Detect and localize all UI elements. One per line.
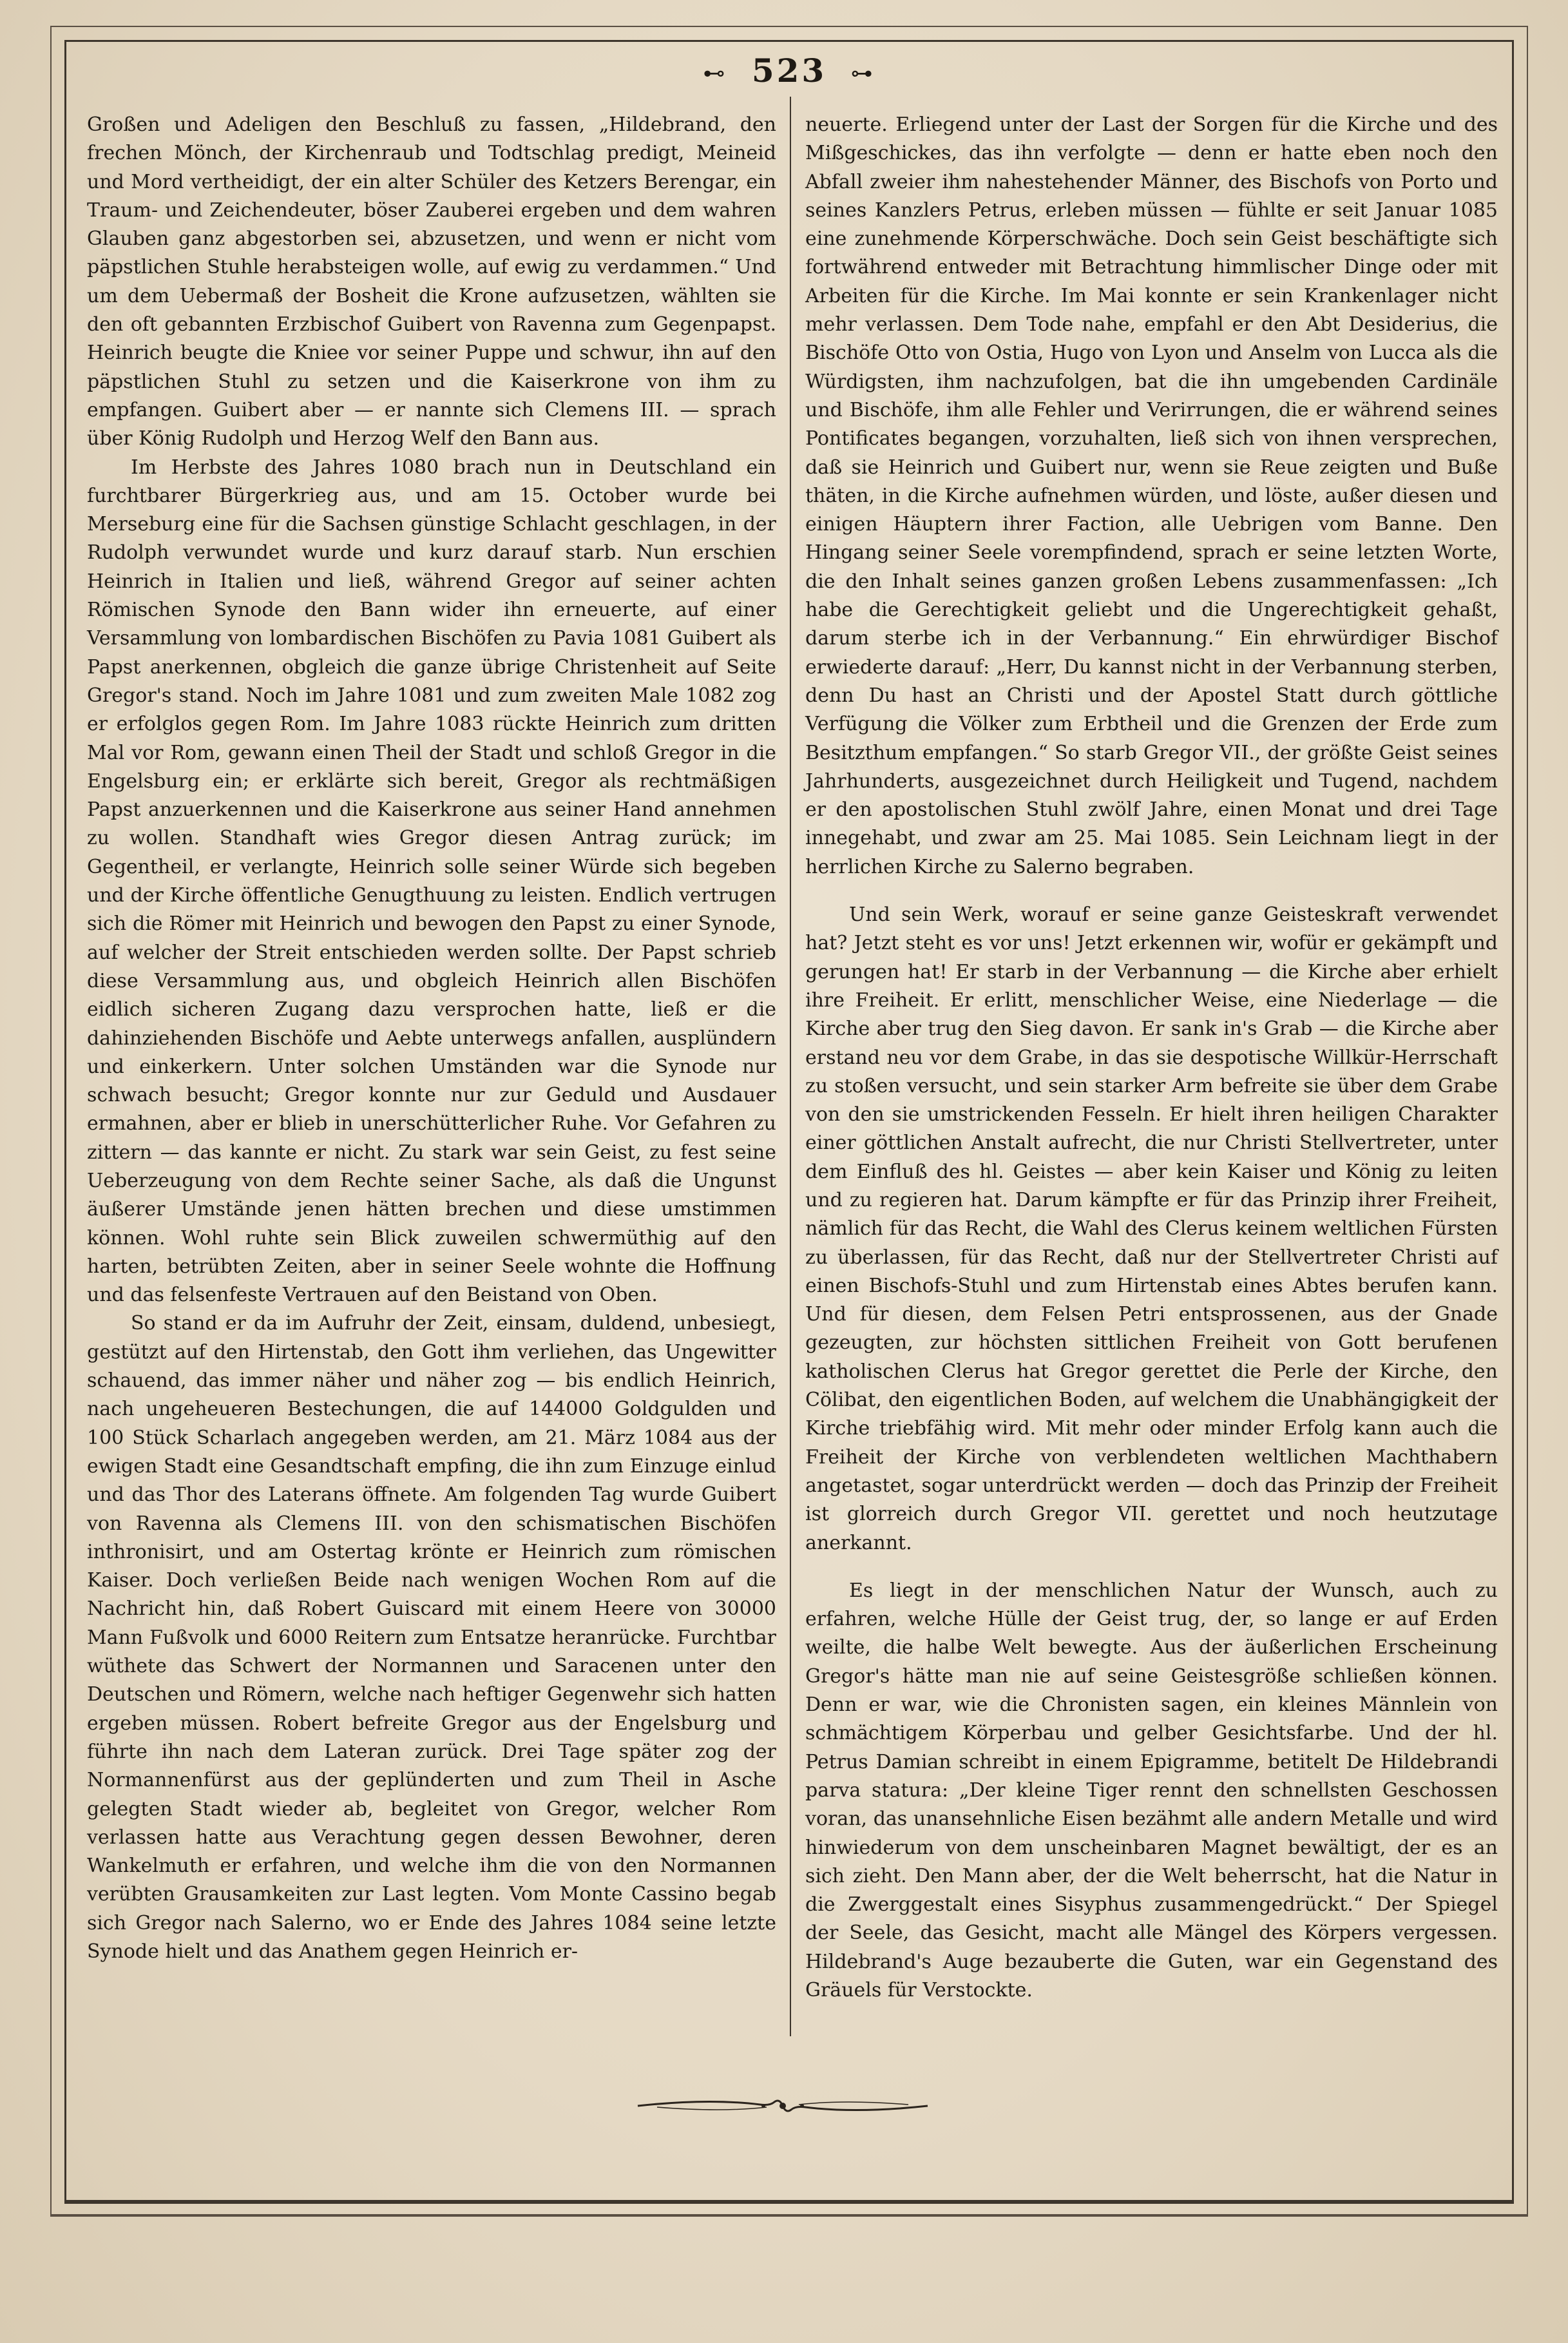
- right-paragraph-2: Und sein Werk, worauf er seine ganze Geisteskraft verwendet hat? Jetzt steht es vor uns! Jetzt erkennen wir, wofür er gekämpft und gerungen hat! Er starb in der Verbannung — die Kirche aber erhielt ihre Freiheit. Er erlitt, menschlicher Weise, eine Niederlage — die Kirche aber trug den Sieg davon. Er sank in's Grab — die Kirche aber erstand neu vor dem Grabe, in das sie despotische Willkür-Herrschaft zu stoßen versucht, und sein starker Arm befreite sie über dem Grabe von den sie umstrickenden Fesseln. Er hielt ihren heiligen Charakter einer göttlichen Anstalt aufrecht, die nur Christi Stellvertreter, unter dem Einfluß des hl. Geistes — aber kein Kaiser und König zu leiten und zu regieren hat. Darum kämpfte er für das Prinzip ihrer Freiheit, nämlich für das Recht, die Wahl des Clerus keinem weltlichen Fürsten zu überlassen, für das Recht, daß nur der Stellvertreter Christi auf einen Bischofs-Stuhl und zum Hirtenstab eines Abtes berufen kann. Und für diesen, dem Felsen Petri entsprossenen, aus der Gnade gezeugten, zur höchsten sittlichen Freiheit von Gott berufenen katholischen Clerus hat Gregor gerettet die Perle der Kirche, den Cölibat, den eigentlichen Boden, auf welchem die Unabhängigkeit der Kirche triebfähig wird. Mit mehr oder minder Erfolg kann auch die Freiheit der Kirche von verblendeten weltlichen Machthabern angetastet, sogar unterdrückt werden — doch das Prinzip der Freiheit ist glorreich durch Gregor VII. gerettet und noch heutzutage anerkannt.: [805, 903, 1498, 1554]
- bottom-rule-outer: [50, 2214, 1528, 2215]
- page-number: 523: [751, 52, 827, 90]
- page-header: [64, 52, 1514, 97]
- column-divider: [790, 97, 791, 2036]
- left-paragraph-2: Im Herbste des Jahres 1080 brach nun in Deutschland ein furchtbarer Bürgerkrieg aus, und am 15. October wurde bei Merseburg eine für die Sachsen günstige Schlacht geschlagen, in der Rudolph verwundet wurde und kurz darauf starb. Nun erschien Heinrich in Italien und ließ, während Gregor auf seiner achten Römischen Synode den Bann wider ihn erneuerte, auf einer Versammlung von lombardischen Bischöfen zu Pavia 1081 Guibert als Papst anerkennen, obgleich die ganze übrige Christenheit auf Seite Gregor's stand. Noch im Jahre 1081 und zum zweiten Male 1082 zog er erfolglos gegen Rom. Im Jahre 1083 rückte Heinrich zum dritten Mal vor Rom, gewann einen Theil der Stadt und schloß Gregor in die Engelsburg ein; er erklärte sich bereit, Gregor als rechtmäßigen Papst anzuerkennen und die Kaiserkrone aus seiner Hand annehmen zu wollen. Standhaft wies Gregor diesen Antrag zurück; im Gegentheil, er verlangte, Heinrich solle seiner Würde sich begeben und der Kirche öffentliche Genugthuung zu leisten. Endlich vertrugen sich die Römer mit Heinrich und bewogen den Papst zu einer Synode, auf welcher der Streit entschieden werden sollte. Der Papst schrieb diese Versammlung aus, und obgleich Heinrich allen Bischöfen eidlich sicheren Zugang dazu versprochen hatte, ließ er die dahinziehenden Bischöfe und Aebte unterwegs anfallen, ausplündern und einkerkern. Unter solchen Umständen war die Synode nur schwach besucht; Gregor konnte nur zur Geduld und Ausdauer ermahnen, aber er blieb in unerschütterlicher Ruhe. Vor Gefahren zu zittern — das kannte er nicht. Zu stark war sein Geist, zu fest seine Ueberzeugung von dem Rechte seiner Sache, als daß die Ungunst äußerer Umstände jenen hätten brechen und diese umstimmen können. Wohl ruhte sein Blick zuweilen schwermüthig auf den harten, betrübten Zeiten, aber in seiner Seele wohnte die Hoffnung und das felsenfeste Vertrauen auf den Beistand von Oben.: [87, 456, 776, 1307]
- right-paragraph-3: Es liegt in der menschlichen Natur der Wunsch, auch zu erfahren, welche Hülle der Geist trug, der, so lange er auf Erden weilte, die halbe Welt bewegte. Aus der äußerlichen Erscheinung Gregor's hätte man nie auf seine Geistesgröße schließen können. Denn er war, wie die Chronisten sagen, ein kleines Männlein von schmächtigem Körperbau und gelber Gesichtsfarbe. Und der hl. Petrus Damian schreibt in einem Epigramme, betitelt De Hildebrandi parva statura: „Der kleine Tiger rennt den schnellsten Geschossen voran, das unansehnliche Eisen bezähmt alle andern Metalle und wird hinwiederum von dem unscheinbaren Magnet bewältigt, der es an sich zieht. Den Mann aber, der die Welt beherrscht, hat die Natur in die Zwerggestalt eines Sisyphus zusammengedrückt.“ Der Spiegel der Seele, das Gesicht, macht alle Mängel des Körpers vergessen. Hildebrand's Auge bezauberte die Guten, war ein Gegenstand des Gräuels für Verstockte.: [805, 1579, 1498, 2001]
- right-column: [805, 111, 1498, 2005]
- left-paragraph-3: So stand er da im Aufruhr der Zeit, einsam, duldend, unbesiegt, gestützt auf den Hirtenstab, den Gott ihm verliehen, das Ungewitter schauend, das immer näher und näher zog — bis endlich Heinrich, nach ungeheueren Bestechungen, die auf 144000 Goldgulden und 100 Stück Scharlach angegeben werden, am 21. März 1084 aus der ewigen Stadt eine Gesandtschaft empfing, die ihn zum Einzuge einlud und das Thor des Laterans öffnete. Am folgenden Tag wurde Guibert von Ravenna als Clemens III. von den schismatischen Bischöfen inthronisirt, und am Ostertag krönte er Heinrich zum römischen Kaiser. Doch verließen Beide nach wenigen Wochen Rom auf die Nachricht hin, daß Robert Guiscard mit einem Heere von 30000 Mann Fußvolk und 6000 Reitern zum Entsatze heranrücke. Furchtbar wüthete das Schwert der Normannen und Saracenen unter den Deutschen und Römern, welche nach heftiger Gegenwehr sich hatten ergeben müssen. Robert befreite Gregor aus der Engelsburg und führte ihn nach dem Lateran zurück. Drei Tage später zog der Normannenfürst aus der geplünderten und zum Theil in Asche gelegten Stadt wieder ab, begleitet von Gregor, welcher Rom verlassen hatte aus Verachtung gegen dessen Bewohner, deren Wankelmuth er erfahren, und welche ihm die von den Normannen verübten Grausamkeiten zur Last legten. Vom Monte Cassino begab sich Gregor nach Salerno, wo er Ende des Jahres 1084 seine letzte Synode hielt und das Anathem gegen Heinrich er-: [87, 1312, 776, 1963]
- decorative-divider-icon: [631, 2093, 934, 2119]
- left-paragraph-1: Großen und Adeligen den Beschluß zu fassen, „Hildebrand, den frechen Mönch, der Kirchenraub und Todtschlag predigt, Meineid und Mord vertheidigt, der ein alter Schüler des Ketzers Berengar, ein Traum- und Zeichendeuter, böser Zauberei ergeben und dem wahren Glauben ganz abgestorben sei, abzusetzen, und wenn er nicht vom päpstlichen Stuhle herabsteigen wolle, auf ewig zu verdammen.“ Und um dem Uebermaß der Bosheit die Krone aufzusetzen, wählten sie den oft gebannten Erzbischof Guibert von Ravenna zum Gegenpapst. Heinrich beugte die Kniee vor seiner Puppe und schwur, ihn auf den päpstlichen Stuhl zu setzen und die Kaiserkrone von ihm zu empfangen. Guibert aber — er nannte sich Clemens III. — sprach über König Rudolph und Herzog Welf den Bann aus.: [87, 113, 776, 450]
- right-paragraph-1: neuerte. Erliegend unter der Last der Sorgen für die Kirche und des Mißgeschickes, das ihn verfolgte — denn er hatte eben noch den Abfall zweier ihm nahestehender Männer, des Bischofs von Porto und seines Kanzlers Petrus, erleben müssen — fühlte er seit Januar 1085 eine zunehmende Körperschwäche. Doch sein Geist beschäftigte sich fortwährend entweder mit Betrachtung himmlischer Dinge oder mit Arbeiten für die Kirche. Im Mai konnte er sein Krankenlager nicht mehr verlassen. Dem Tode nahe, empfahl er den Abt Desiderius, die Bischöfe Otto von Ostia, Hugo von Lyon und Anselm von Lucca als die Würdigsten, ihm nachzufolgen, bat die ihn umgebenden Cardinäle und Bischöfe, ihm alle Fehler und Verirrungen, die er während seines Pontificates begangen, vorzuhalten, ließ sich von ihnen versprechen, daß sie Heinrich und Guibert nur, wenn sie Reue zeigten und Buße thäten, in die Kirche aufnehmen würden, und löste, außer diesen und einigen Häuptern ihrer Faction, alle Uebrigen vom Banne. Den Hingang seiner Seele vorempfindend, sprach er seine letzten Worte, die den Inhalt seines ganzen großen Lebens zusammenfassen: „Ich habe die Gerechtigkeit geliebt und die Ungerechtigkeit gehaßt, darum sterbe ich in der Verbannung.“ Ein ehrwürdiger Bischof erwiederte darauf: „Herr, Du kannst nicht in der Verbannung sterben, denn Du hast an Christi und der Apostel Statt durch göttliche Verfügung die Völker zum Erbtheil und die Grenzen der Erde zum Besitzthum empfangen.“ So starb Gregor VII., der größte Geist seines Jahrhunderts, ausgezeichnet durch Heiligkeit und Tugend, nachdem er den apostolischen Stuhl zwölf Jahre, einen Monat und drei Tage innegehabt, und zwar am 25. Mai 1085. Sein Leichnam liegt in der herrlichen Kirche zu Salerno begraben.: [805, 113, 1498, 878]
- left-flourish-icon: ⊷: [703, 61, 728, 86]
- left-column: [87, 111, 776, 1966]
- right-flourish-icon: ⊶: [850, 61, 875, 86]
- bottom-rule-inner: [64, 2200, 1514, 2202]
